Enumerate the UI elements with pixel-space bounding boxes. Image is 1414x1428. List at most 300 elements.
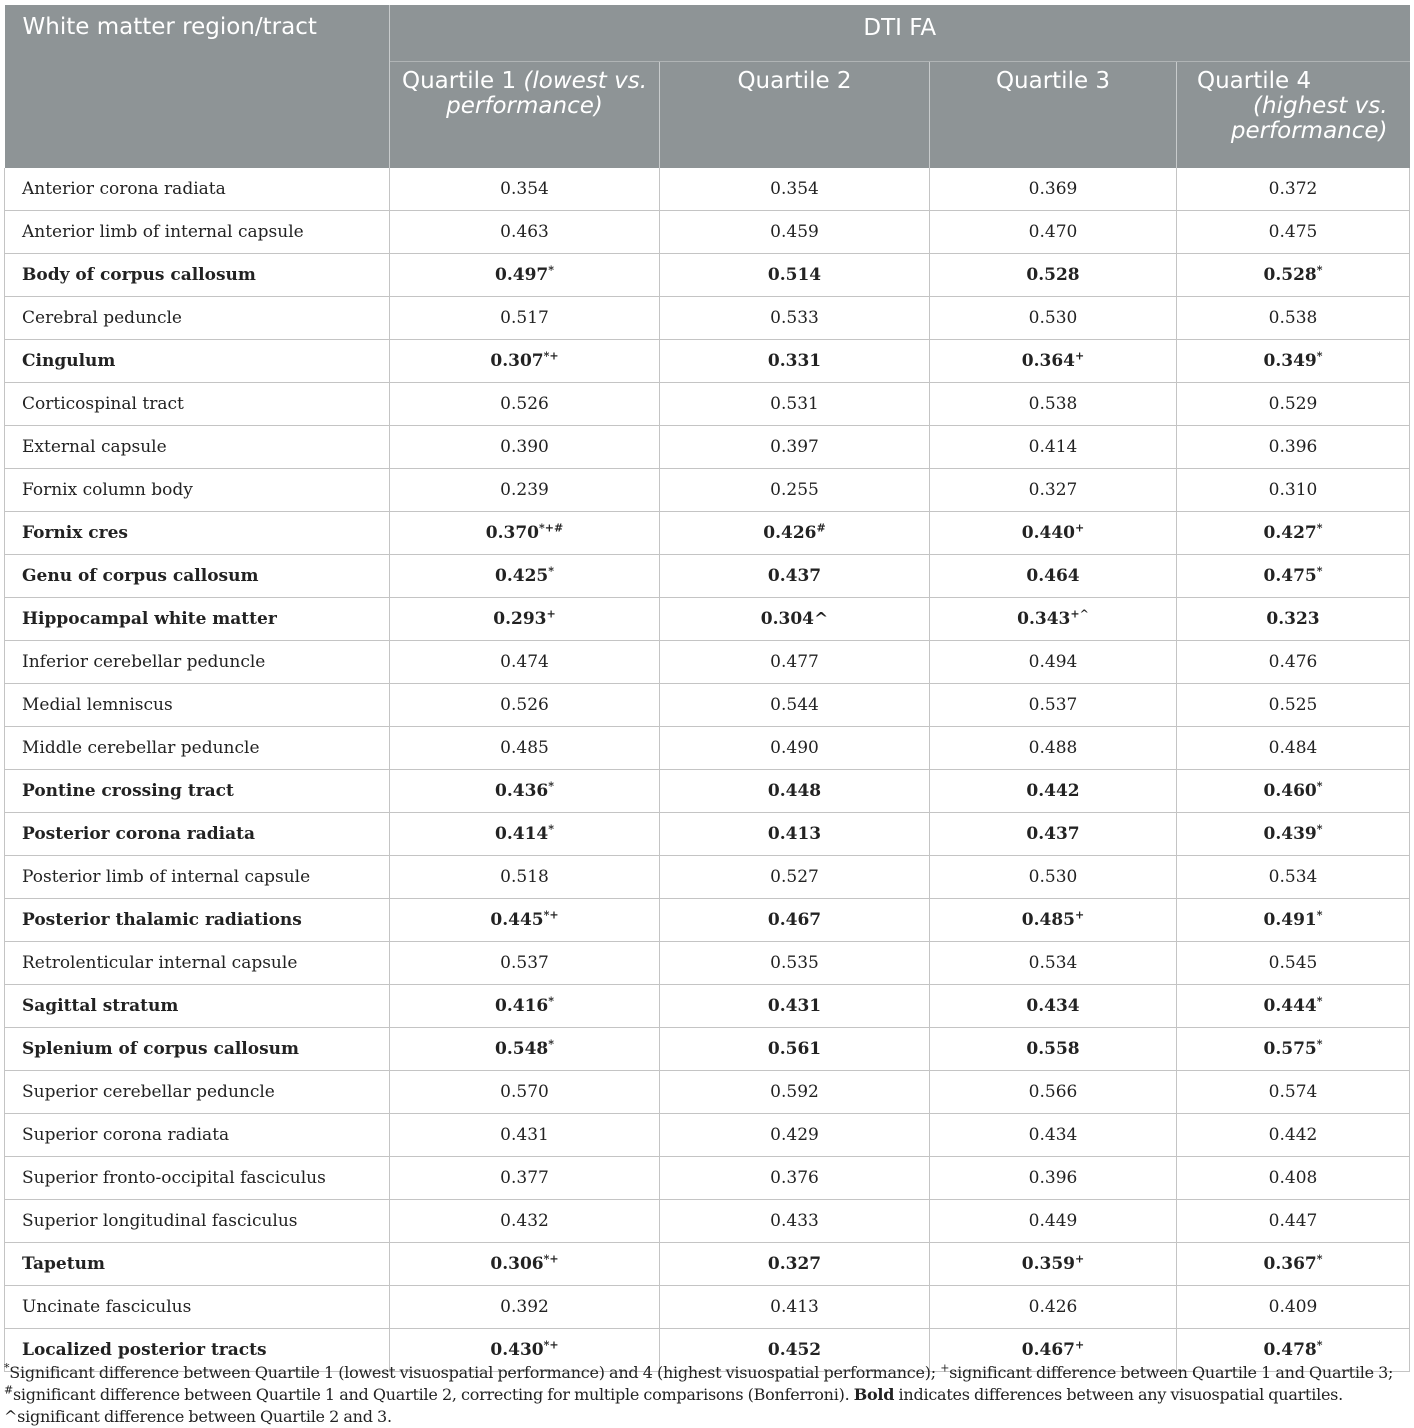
q1-value: 0.537 bbox=[500, 953, 549, 973]
q1-value: 0.293 bbox=[493, 609, 547, 629]
q1-value: 0.526 bbox=[500, 695, 549, 715]
q4-value: 0.439 bbox=[1263, 824, 1317, 844]
q4-value-cell bbox=[1177, 1071, 1410, 1114]
q1-value: 0.307 bbox=[490, 351, 544, 371]
q3-value-cell bbox=[930, 340, 1177, 383]
q1-value-cell bbox=[390, 426, 660, 469]
q3-value-cell bbox=[930, 512, 1177, 555]
table-row bbox=[5, 684, 1410, 727]
q1-value-cell bbox=[390, 942, 660, 985]
q3-significance-mark: + bbox=[1075, 349, 1085, 363]
q1-significance-mark: + bbox=[546, 607, 556, 621]
region-name-cell: Fornix cres bbox=[5, 512, 390, 555]
q1-value-cell bbox=[390, 1286, 660, 1329]
table-row bbox=[5, 168, 1410, 211]
q4-value-cell bbox=[1177, 512, 1410, 555]
q4-value-cell bbox=[1177, 899, 1410, 942]
table-row bbox=[5, 598, 1410, 641]
q4-significance-mark: * bbox=[1316, 1338, 1323, 1352]
region-name-cell: Retrolenticular internal capsule bbox=[5, 942, 390, 985]
footnote-part-4: indicates differences between any visuospatial quartiles. ^significant difference between Quartile 2 and 3. bbox=[4, 1385, 1343, 1426]
quartile-1-header bbox=[390, 62, 660, 169]
q2-value: 0.490 bbox=[770, 738, 819, 758]
q4-value-cell bbox=[1177, 469, 1410, 512]
table-header bbox=[5, 5, 1410, 168]
q1-value-cell bbox=[390, 168, 660, 211]
q3-value-cell bbox=[930, 1028, 1177, 1071]
q4-value-cell bbox=[1177, 813, 1410, 856]
q4-value: 0.575 bbox=[1263, 1039, 1317, 1059]
q2-value-cell bbox=[660, 641, 930, 684]
q3-value: 0.558 bbox=[1026, 1039, 1080, 1059]
q4-value-cell bbox=[1177, 426, 1410, 469]
table-row bbox=[5, 1071, 1410, 1114]
quartile-2-header: Quartile 2 bbox=[660, 62, 930, 169]
q2-value: 0.437 bbox=[767, 566, 822, 586]
q2-value: 0.376 bbox=[770, 1168, 819, 1188]
q4-significance-mark: * bbox=[1316, 564, 1323, 578]
q2-value: 0.531 bbox=[770, 394, 819, 414]
q1-value-cell bbox=[390, 297, 660, 340]
q1-value: 0.436 bbox=[495, 781, 549, 801]
q1-value-cell bbox=[390, 555, 660, 598]
quartile-4-title: Quartile 4 bbox=[1197, 68, 1312, 94]
q4-value: 0.372 bbox=[1268, 179, 1318, 199]
q3-value-cell bbox=[930, 1286, 1177, 1329]
q2-value: 0.413 bbox=[767, 824, 822, 844]
q4-value-cell bbox=[1177, 598, 1410, 641]
q1-value-cell bbox=[390, 813, 660, 856]
q2-value: 0.433 bbox=[770, 1211, 819, 1231]
q4-value: 0.408 bbox=[1268, 1168, 1318, 1188]
q1-significance-mark: * bbox=[548, 564, 554, 578]
q3-value: 0.485 bbox=[1021, 910, 1075, 930]
region-name-cell: Tapetum bbox=[5, 1243, 390, 1286]
footnote-bold-word: Bold bbox=[853, 1385, 895, 1404]
footnote-symbol-hash: # bbox=[4, 1383, 13, 1397]
q2-significance-mark: # bbox=[816, 521, 826, 535]
table-row bbox=[5, 340, 1410, 383]
q4-value-cell bbox=[1177, 297, 1410, 340]
q3-value: 0.327 bbox=[1028, 480, 1078, 500]
q3-value-cell bbox=[930, 770, 1177, 813]
q1-value-cell bbox=[390, 469, 660, 512]
q3-value-cell bbox=[930, 1200, 1177, 1243]
table-row bbox=[5, 727, 1410, 770]
region-name-cell: Inferior cerebellar peduncle bbox=[5, 641, 390, 684]
q2-value-cell bbox=[660, 727, 930, 770]
region-name-cell: Uncinate fasciculus bbox=[5, 1286, 390, 1329]
q4-value-cell bbox=[1177, 383, 1410, 426]
q1-value-cell bbox=[390, 985, 660, 1028]
row-label-header: White matter region/tract bbox=[5, 5, 390, 168]
q3-value-cell bbox=[930, 1157, 1177, 1200]
q1-value-cell bbox=[390, 899, 660, 942]
q1-value: 0.390 bbox=[500, 437, 549, 457]
q3-significance-mark: + bbox=[1075, 908, 1085, 922]
q3-value: 0.494 bbox=[1028, 652, 1078, 672]
q1-value-cell bbox=[390, 1243, 660, 1286]
footnote-symbol-asterisk: * bbox=[4, 1361, 10, 1375]
q3-significance-mark: + bbox=[1075, 1252, 1085, 1266]
q4-significance-mark: * bbox=[1316, 994, 1323, 1008]
q1-value-cell bbox=[390, 1157, 660, 1200]
quartile-4-header bbox=[1177, 62, 1410, 169]
q2-value: 0.514 bbox=[767, 265, 822, 285]
q4-value-cell bbox=[1177, 254, 1410, 297]
quartile-4-note: (highest vs. performance) bbox=[1230, 93, 1388, 144]
q4-value: 0.491 bbox=[1263, 910, 1317, 930]
q1-value: 0.416 bbox=[495, 996, 549, 1016]
q1-value-cell bbox=[390, 1114, 660, 1157]
q4-value: 0.476 bbox=[1268, 652, 1318, 672]
q4-value: 0.409 bbox=[1268, 1297, 1318, 1317]
q3-value-cell bbox=[930, 598, 1177, 641]
q3-value: 0.364 bbox=[1021, 351, 1075, 371]
q4-value: 0.545 bbox=[1268, 953, 1318, 973]
dti-fa-group-header: DTI FA bbox=[390, 5, 1410, 62]
q1-significance-mark: * bbox=[548, 263, 554, 277]
table-row bbox=[5, 211, 1410, 254]
q1-value-cell bbox=[390, 512, 660, 555]
q2-value-cell bbox=[660, 770, 930, 813]
q1-value: 0.485 bbox=[500, 738, 549, 758]
q2-value-cell bbox=[660, 684, 930, 727]
q2-value-cell bbox=[660, 469, 930, 512]
q4-significance-mark: * bbox=[1316, 1037, 1323, 1051]
table-row bbox=[5, 1114, 1410, 1157]
q3-value: 0.538 bbox=[1028, 394, 1078, 414]
q2-value-cell bbox=[660, 211, 930, 254]
q2-value: 0.354 bbox=[770, 179, 819, 199]
q1-value-cell bbox=[390, 856, 660, 899]
table-row bbox=[5, 641, 1410, 684]
q2-value: 0.452 bbox=[767, 1340, 822, 1360]
q4-significance-mark: * bbox=[1316, 908, 1323, 922]
q2-value: 0.592 bbox=[770, 1082, 819, 1102]
q4-significance-mark: * bbox=[1316, 822, 1323, 836]
q4-value: 0.396 bbox=[1268, 437, 1318, 457]
q4-value-cell bbox=[1177, 1114, 1410, 1157]
q3-value-cell bbox=[930, 426, 1177, 469]
table-row bbox=[5, 899, 1410, 942]
q3-value: 0.434 bbox=[1028, 1125, 1078, 1145]
q1-value: 0.430 bbox=[490, 1340, 544, 1360]
q3-value-cell bbox=[930, 297, 1177, 340]
q1-significance-mark: * bbox=[548, 779, 554, 793]
q2-value-cell bbox=[660, 426, 930, 469]
q2-value-cell bbox=[660, 1286, 930, 1329]
q4-value-cell bbox=[1177, 340, 1410, 383]
q2-value-cell bbox=[660, 1200, 930, 1243]
q2-value-cell bbox=[660, 856, 930, 899]
table-row bbox=[5, 1243, 1410, 1286]
table-row bbox=[5, 1286, 1410, 1329]
dti-fa-table bbox=[4, 5, 1410, 1372]
q4-value-cell bbox=[1177, 942, 1410, 985]
q3-value: 0.464 bbox=[1026, 566, 1080, 586]
q3-value-cell bbox=[930, 555, 1177, 598]
q4-value-cell bbox=[1177, 168, 1410, 211]
table-row bbox=[5, 254, 1410, 297]
q3-value-cell bbox=[930, 168, 1177, 211]
q1-value: 0.306 bbox=[490, 1254, 544, 1274]
q3-value-cell bbox=[930, 684, 1177, 727]
table-row bbox=[5, 426, 1410, 469]
q2-value-cell bbox=[660, 1028, 930, 1071]
region-name-cell: Body of corpus callosum bbox=[5, 254, 390, 297]
q4-significance-mark: * bbox=[1316, 1252, 1323, 1266]
q4-value-cell bbox=[1177, 1028, 1410, 1071]
q4-value: 0.528 bbox=[1263, 265, 1317, 285]
region-name-cell: Cingulum bbox=[5, 340, 390, 383]
q2-value: 0.413 bbox=[770, 1297, 819, 1317]
q1-value: 0.548 bbox=[495, 1039, 549, 1059]
q3-value: 0.467 bbox=[1021, 1340, 1075, 1360]
q2-value: 0.429 bbox=[770, 1125, 819, 1145]
q2-value: 0.397 bbox=[770, 437, 819, 457]
q2-value-cell bbox=[660, 1157, 930, 1200]
q4-value-cell bbox=[1177, 1157, 1410, 1200]
q4-value-cell bbox=[1177, 1243, 1410, 1286]
q2-value-cell bbox=[660, 985, 930, 1028]
q3-significance-mark: + bbox=[1075, 521, 1085, 535]
q3-value-cell bbox=[930, 641, 1177, 684]
q3-value-cell bbox=[930, 727, 1177, 770]
q4-value-cell bbox=[1177, 727, 1410, 770]
q3-value: 0.440 bbox=[1021, 523, 1075, 543]
table-row bbox=[5, 985, 1410, 1028]
q4-value: 0.529 bbox=[1268, 394, 1318, 414]
q2-value: 0.477 bbox=[770, 652, 819, 672]
q2-value: 0.527 bbox=[770, 867, 819, 887]
q1-significance-mark: *+ bbox=[543, 1338, 559, 1352]
region-name-cell: Medial lemniscus bbox=[5, 684, 390, 727]
q1-value: 0.570 bbox=[500, 1082, 549, 1102]
region-name-cell: Superior longitudinal fasciculus bbox=[5, 1200, 390, 1243]
q1-value-cell bbox=[390, 598, 660, 641]
q1-value-cell bbox=[390, 641, 660, 684]
region-name-cell: Fornix column body bbox=[5, 469, 390, 512]
region-name-cell: Localized posterior tracts bbox=[5, 1329, 390, 1372]
q1-value: 0.474 bbox=[500, 652, 549, 672]
q2-value: 0.327 bbox=[767, 1254, 822, 1274]
q2-value-cell bbox=[660, 383, 930, 426]
q4-value: 0.367 bbox=[1263, 1254, 1317, 1274]
q3-value: 0.449 bbox=[1028, 1211, 1078, 1231]
q2-value-cell bbox=[660, 254, 930, 297]
table-row bbox=[5, 512, 1410, 555]
q2-value-cell bbox=[660, 1071, 930, 1114]
q4-significance-mark: * bbox=[1316, 349, 1323, 363]
q3-value: 0.434 bbox=[1026, 996, 1080, 1016]
q4-value-cell bbox=[1177, 641, 1410, 684]
q2-value: 0.535 bbox=[770, 953, 819, 973]
region-name-cell: Posterior thalamic radiations bbox=[5, 899, 390, 942]
q3-value-cell bbox=[930, 254, 1177, 297]
table-row bbox=[5, 1157, 1410, 1200]
q2-value: 0.467 bbox=[767, 910, 822, 930]
q1-value: 0.517 bbox=[500, 308, 549, 328]
q3-significance-mark: + bbox=[1075, 1338, 1085, 1352]
q4-value: 0.484 bbox=[1268, 738, 1318, 758]
q3-significance-mark: +^ bbox=[1070, 607, 1089, 621]
q1-value: 0.526 bbox=[500, 394, 549, 414]
region-name-cell: Splenium of corpus callosum bbox=[5, 1028, 390, 1071]
footnote-symbol-plus: + bbox=[940, 1361, 950, 1375]
region-name-cell: Posterior corona radiata bbox=[5, 813, 390, 856]
q1-value-cell bbox=[390, 727, 660, 770]
region-name-cell: Superior cerebellar peduncle bbox=[5, 1071, 390, 1114]
q3-value: 0.437 bbox=[1026, 824, 1080, 844]
q3-value-cell bbox=[930, 469, 1177, 512]
q2-value-cell bbox=[660, 168, 930, 211]
q4-value: 0.475 bbox=[1263, 566, 1317, 586]
q4-value-cell bbox=[1177, 985, 1410, 1028]
q1-value-cell bbox=[390, 1028, 660, 1071]
q3-value: 0.414 bbox=[1028, 437, 1078, 457]
q1-significance-mark: * bbox=[548, 994, 554, 1008]
q2-value: 0.255 bbox=[770, 480, 819, 500]
q4-value: 0.478 bbox=[1263, 1340, 1317, 1360]
q2-value-cell bbox=[660, 1243, 930, 1286]
q4-value: 0.538 bbox=[1268, 308, 1318, 328]
q4-value: 0.444 bbox=[1263, 996, 1317, 1016]
q1-significance-mark: *+ bbox=[543, 349, 559, 363]
region-name-cell: Superior corona radiata bbox=[5, 1114, 390, 1157]
quartile-3-header: Quartile 3 bbox=[930, 62, 1177, 169]
q1-value-cell bbox=[390, 340, 660, 383]
q3-value-cell bbox=[930, 856, 1177, 899]
q3-value: 0.566 bbox=[1028, 1082, 1078, 1102]
q1-value: 0.377 bbox=[500, 1168, 549, 1188]
q2-value: 0.431 bbox=[767, 996, 822, 1016]
q3-value: 0.470 bbox=[1028, 222, 1078, 242]
q2-value: 0.561 bbox=[767, 1039, 822, 1059]
table-row bbox=[5, 942, 1410, 985]
q4-value-cell bbox=[1177, 770, 1410, 813]
region-name-cell: Anterior corona radiata bbox=[5, 168, 390, 211]
q1-significance-mark: * bbox=[548, 822, 554, 836]
q1-value: 0.239 bbox=[500, 480, 549, 500]
table-row bbox=[5, 1028, 1410, 1071]
q4-value: 0.427 bbox=[1263, 523, 1317, 543]
q4-value: 0.310 bbox=[1268, 480, 1318, 500]
q2-value: 0.331 bbox=[767, 351, 822, 371]
q1-significance-mark: * bbox=[548, 1037, 554, 1051]
region-name-cell: Anterior limb of internal capsule bbox=[5, 211, 390, 254]
q4-value-cell bbox=[1177, 684, 1410, 727]
q4-value: 0.323 bbox=[1266, 609, 1320, 629]
q3-value: 0.488 bbox=[1028, 738, 1078, 758]
q3-value: 0.426 bbox=[1028, 1297, 1078, 1317]
region-name-cell: Sagittal stratum bbox=[5, 985, 390, 1028]
q1-value: 0.370 bbox=[485, 523, 540, 543]
table-footnote bbox=[4, 1362, 1410, 1428]
table-row bbox=[5, 469, 1410, 512]
q1-significance-mark: *+ bbox=[543, 908, 559, 922]
q4-significance-mark: * bbox=[1316, 779, 1323, 793]
q2-value-cell bbox=[660, 297, 930, 340]
q2-value-cell bbox=[660, 598, 930, 641]
q2-value-cell bbox=[660, 942, 930, 985]
q3-value-cell bbox=[930, 383, 1177, 426]
q3-value-cell bbox=[930, 211, 1177, 254]
q2-value: 0.459 bbox=[770, 222, 819, 242]
region-name-cell: Middle cerebellar peduncle bbox=[5, 727, 390, 770]
q2-value-cell bbox=[660, 813, 930, 856]
table-row bbox=[5, 856, 1410, 899]
q4-significance-mark: * bbox=[1316, 263, 1323, 277]
q3-value: 0.442 bbox=[1026, 781, 1080, 801]
region-name-cell: Genu of corpus callosum bbox=[5, 555, 390, 598]
q2-value: 0.544 bbox=[770, 695, 819, 715]
region-name-cell: Corticospinal tract bbox=[5, 383, 390, 426]
results-table-container bbox=[4, 5, 1409, 1372]
q2-value-cell bbox=[660, 555, 930, 598]
q1-value-cell bbox=[390, 1200, 660, 1243]
q4-significance-mark: * bbox=[1316, 521, 1323, 535]
q4-value: 0.447 bbox=[1268, 1211, 1318, 1231]
q3-value: 0.359 bbox=[1021, 1254, 1075, 1274]
table-row bbox=[5, 1200, 1410, 1243]
q3-value-cell bbox=[930, 985, 1177, 1028]
q3-value: 0.537 bbox=[1028, 695, 1078, 715]
table-row bbox=[5, 770, 1410, 813]
table-row bbox=[5, 297, 1410, 340]
q1-value: 0.463 bbox=[500, 222, 549, 242]
q3-value: 0.530 bbox=[1028, 867, 1078, 887]
q2-value-cell bbox=[660, 1114, 930, 1157]
q3-value: 0.530 bbox=[1028, 308, 1078, 328]
q1-value-cell bbox=[390, 211, 660, 254]
table-row bbox=[5, 555, 1410, 598]
quartile-1-note: (lowest vs. performance) bbox=[446, 68, 648, 119]
region-name-cell: Posterior limb of internal capsule bbox=[5, 856, 390, 899]
table-body bbox=[5, 168, 1410, 1372]
q3-value-cell bbox=[930, 899, 1177, 942]
q3-value-cell bbox=[930, 1071, 1177, 1114]
q2-value: 0.426 bbox=[763, 523, 817, 543]
footnote-part-2: significant difference between Quartile 1 and Quartile 3; bbox=[949, 1363, 1394, 1382]
q4-value: 0.534 bbox=[1268, 867, 1318, 887]
q3-value: 0.396 bbox=[1028, 1168, 1078, 1188]
q2-value-cell bbox=[660, 340, 930, 383]
q2-value: 0.448 bbox=[767, 781, 822, 801]
q2-value: 0.533 bbox=[770, 308, 819, 328]
q4-value-cell bbox=[1177, 1286, 1410, 1329]
quartile-1-title: Quartile 1 bbox=[401, 68, 517, 94]
table-row bbox=[5, 813, 1410, 856]
q1-value-cell bbox=[390, 1071, 660, 1114]
q1-value: 0.497 bbox=[495, 265, 549, 285]
region-name-cell: Hippocampal white matter bbox=[5, 598, 390, 641]
region-name-cell: Cerebral peduncle bbox=[5, 297, 390, 340]
q1-value: 0.414 bbox=[495, 824, 549, 844]
q3-value-cell bbox=[930, 942, 1177, 985]
q4-value: 0.460 bbox=[1263, 781, 1317, 801]
q2-value: 0.304^ bbox=[760, 609, 829, 629]
q1-value-cell bbox=[390, 684, 660, 727]
q2-value-cell bbox=[660, 512, 930, 555]
q1-significance-mark: *+# bbox=[539, 521, 564, 535]
footnote-part-3: significant difference between Quartile 1 and Quartile 2, correcting for multiple comparisons (Bonferroni). bbox=[12, 1385, 854, 1404]
q4-value: 0.475 bbox=[1268, 222, 1318, 242]
q1-value: 0.431 bbox=[500, 1125, 549, 1145]
q1-value: 0.432 bbox=[500, 1211, 549, 1231]
q4-value: 0.525 bbox=[1268, 695, 1318, 715]
q1-value: 0.392 bbox=[500, 1297, 549, 1317]
